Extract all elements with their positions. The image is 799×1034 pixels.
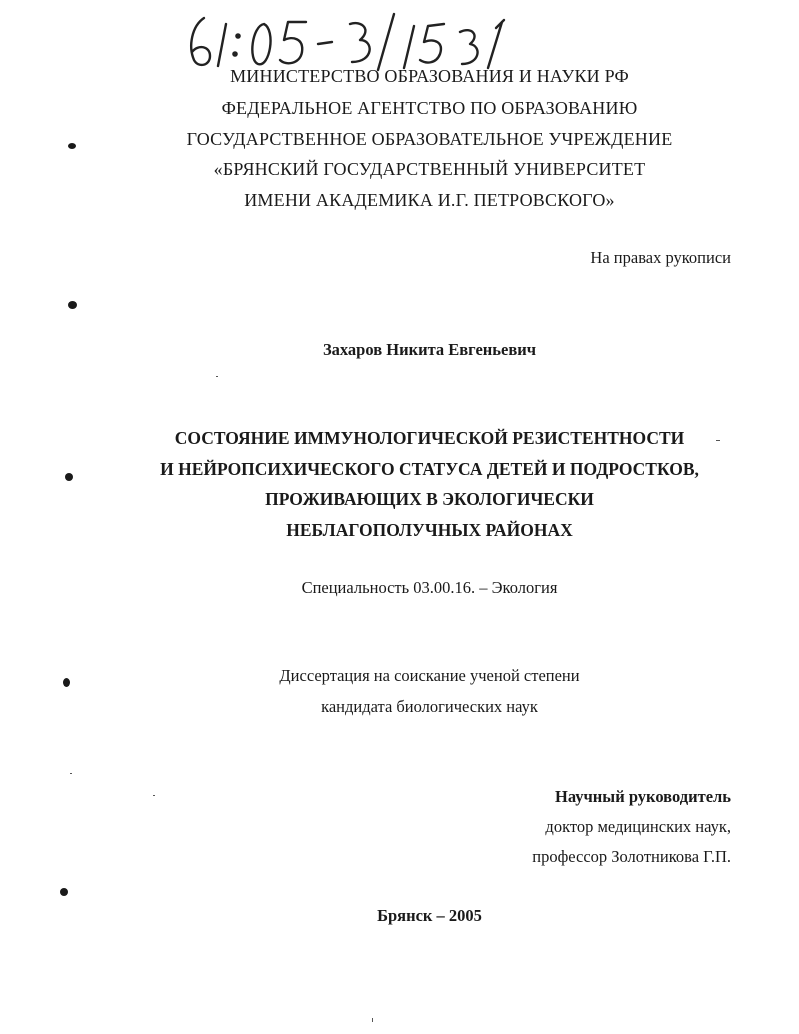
scan-speck — [153, 795, 155, 796]
city-year: Брянск – 2005 — [377, 906, 482, 925]
title-line-2: И НЕЙРОПСИХИЧЕСКОГО СТАТУСА ДЕТЕЙ И ПОДРОСТКОВ, — [160, 459, 699, 479]
scan-speck — [216, 376, 218, 377]
scan-speck — [372, 1018, 373, 1022]
binding-mark — [65, 473, 73, 481]
rights-note: На правах рукописи — [590, 248, 731, 267]
handwritten-archive-number — [182, 10, 522, 72]
header-line-named-after: ИМЕНИ АКАДЕМИКА И.Г. ПЕТРОВСКОГО» — [244, 190, 615, 210]
supervisor-heading: Научный руководитель — [555, 787, 731, 806]
author-name: Захаров Никита Евгеньевич — [322, 340, 537, 359]
title-line-3: ПРОЖИВАЮЩИХ В ЭКОЛОГИЧЕСКИ — [265, 489, 594, 509]
binding-mark — [60, 888, 68, 896]
title-line-4: НЕБЛАГОПОЛУЧНЫХ РАЙОНАХ — [286, 520, 573, 540]
binding-mark — [63, 678, 70, 687]
header-line-agency: ФЕДЕРАЛЬНОЕ АГЕНТСТВО ПО ОБРАЗОВАНИЮ — [221, 98, 638, 118]
dissertation-line-2: кандидата биологических наук — [321, 697, 538, 716]
header-line-ministry: МИНИСТЕРСТВО ОБРАЗОВАНИЯ И НАУКИ РФ — [230, 66, 629, 86]
title-line-1: СОСТОЯНИЕ ИММУНОЛОГИЧЕСКОЙ РЕЗИСТЕНТНОСТИ — [174, 428, 685, 448]
supervisor-degree: доктор медицинских наук, — [545, 817, 731, 836]
binding-mark — [68, 143, 76, 149]
scan-speck — [70, 773, 72, 774]
specialty: Специальность 03.00.16. – Экология — [301, 578, 558, 597]
header-line-university: «БРЯНСКИЙ ГОСУДАРСТВЕННЫЙ УНИВЕРСИТЕТ — [213, 159, 646, 179]
header-line-institution: ГОСУДАРСТВЕННОЕ ОБРАЗОВАТЕЛЬНОЕ УЧРЕЖДЕНИЕ — [186, 129, 673, 149]
binding-mark — [68, 301, 77, 309]
supervisor-name: профессор Золотникова Г.П. — [532, 847, 731, 866]
scan-speck — [716, 440, 720, 441]
handwritten-number-drawing — [182, 10, 522, 72]
dissertation-line-1: Диссертация на соискание ученой степени — [279, 666, 580, 685]
